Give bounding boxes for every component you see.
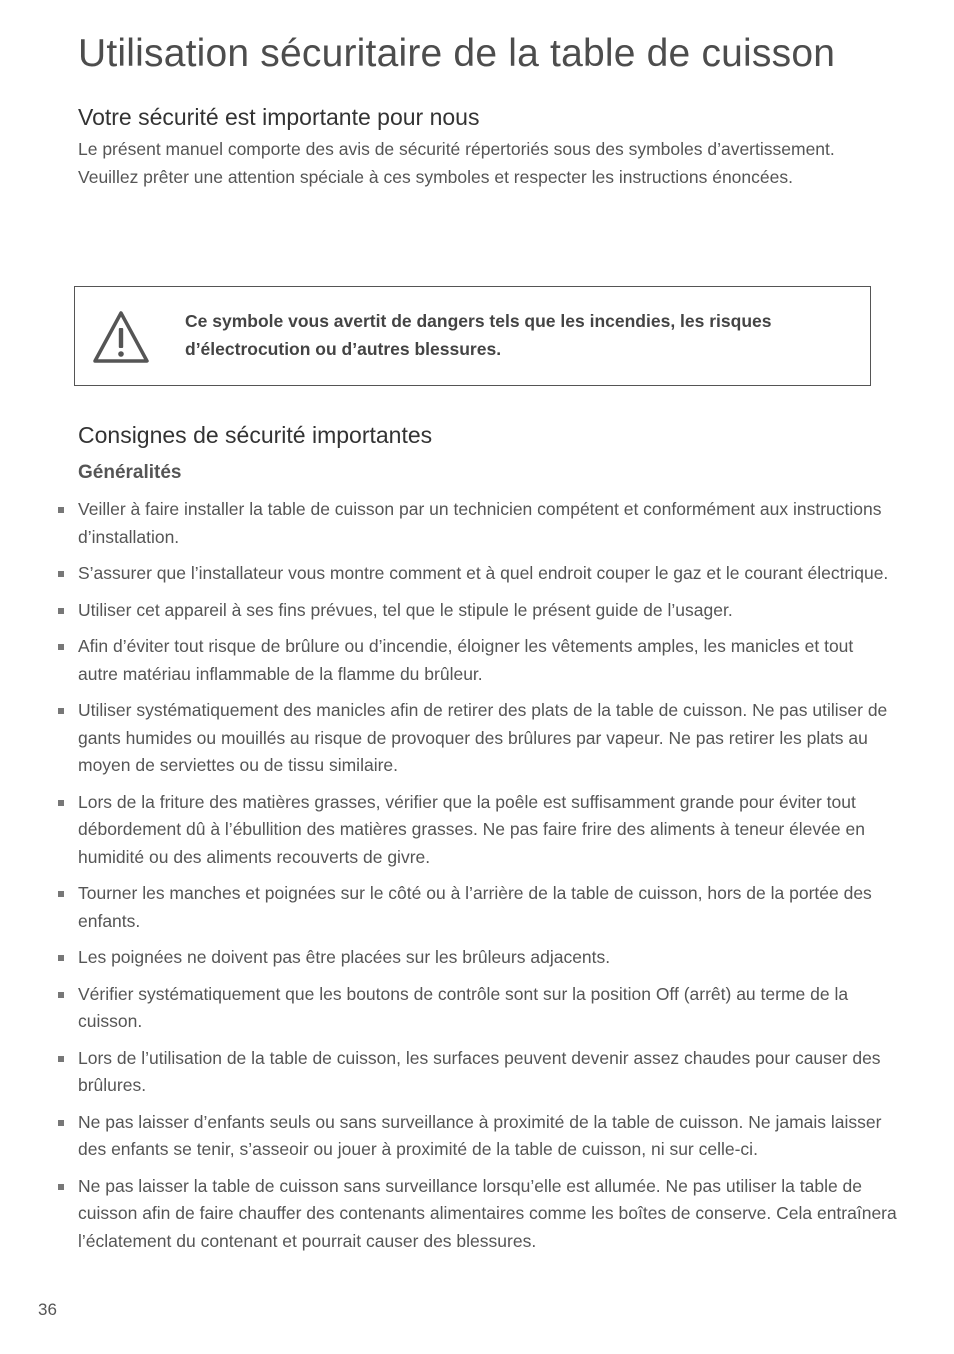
bullet-square-icon bbox=[58, 644, 64, 650]
list-item bbox=[78, 1109, 898, 1164]
list-item-text: Les poignées ne doivent pas être placées sur les brûleurs adjacents. bbox=[78, 947, 611, 967]
instructions-heading: Consignes de sécurité importantes bbox=[78, 422, 433, 448]
warning-line: d’électrocution ou d’autres blessures. bbox=[185, 339, 502, 359]
list-item-text: Veiller à faire installer la table de cuisson par un technicien compétent et conformément aux instructions d’installation. bbox=[78, 499, 882, 547]
intro-line: Veuillez prêter une attention spéciale à ces symboles et respecter les instructions énoncées. bbox=[78, 167, 793, 187]
list-item bbox=[78, 880, 898, 935]
list-item-text: Ne pas laisser la table de cuisson sans surveillance lorsqu’elle est allumée. Ne pas utiliser la table de cuisson afin de faire chauffer des contenants alimentaires comme les boîtes de conserve. Cela entraînera l’éclatement du contenant et pourrait causer des blessures. bbox=[78, 1175, 897, 1251]
list-item bbox=[78, 697, 898, 780]
list-item bbox=[78, 1173, 898, 1256]
warning-line: Ce symbole vous avertit de dangers tels que les incendies, les risques bbox=[185, 311, 772, 331]
list-item bbox=[78, 1045, 898, 1100]
bullet-square-icon bbox=[58, 1056, 64, 1062]
bullet-square-icon bbox=[58, 571, 64, 577]
bullet-square-icon bbox=[58, 708, 64, 714]
list-item bbox=[78, 560, 898, 588]
list-item-text: Vérifier systématiquement que les boutons de contrôle sont sur la position Off (arrêt) au terme de la cuisson. bbox=[78, 983, 849, 1031]
bullet-square-icon bbox=[58, 608, 64, 614]
bullet-square-icon bbox=[58, 1184, 64, 1190]
warning-text bbox=[185, 307, 845, 363]
bullet-square-icon bbox=[58, 992, 64, 998]
page-number: 36 bbox=[38, 1300, 57, 1319]
list-item-text: Lors de l’utilisation de la table de cuisson, les surfaces peuvent devenir assez chaudes pour causer des brûlures. bbox=[78, 1047, 881, 1095]
bullet-square-icon bbox=[58, 1120, 64, 1126]
list-item bbox=[78, 944, 898, 972]
list-item-text: S’assurer que l’installateur vous montre comment et à quel endroit couper le gaz et le courant électrique. bbox=[78, 563, 889, 583]
list-item bbox=[78, 496, 898, 551]
bullet-square-icon bbox=[58, 891, 64, 897]
list-item-text: Lors de la friture des matières grasses, vérifier que la poêle est suffisamment grande pour éviter tout débordement dû à l’ébullition des matières grasses. Ne pas faire frire des aliments à teneur élevée en humidité ou des aliments recouverts de givre. bbox=[78, 791, 865, 867]
list-item-text: Utiliser systématiquement des manicles afin de retirer des plats de la table de cuisson. Ne pas utiliser de gants humides ou mouillés au risque de provoquer des brûlures par vapeur. Ne pas retirer les plats au moyen de serviettes ou de tissu similaire. bbox=[78, 700, 888, 775]
bullet-square-icon bbox=[58, 507, 64, 513]
list-item-text: Utiliser cet appareil à ses fins prévues, tel que le stipule le présent guide de l’usager. bbox=[78, 599, 733, 620]
list-item bbox=[78, 597, 898, 625]
intro-line: Le présent manuel comporte des avis de sécurité répertoriés sous des symboles d’avertissement. bbox=[78, 139, 835, 159]
list-item-text: Tourner les manches et poignées sur le côté ou à l’arrière de la table de cuisson, hors de la portée des enfants. bbox=[78, 883, 872, 931]
bullet-square-icon bbox=[58, 955, 64, 961]
list-item-text: Afin d’éviter tout risque de brûlure ou d’incendie, éloigner les vêtements amples, les manicles et tout autre matériau inflammable de la flamme du brûleur. bbox=[78, 636, 854, 684]
safety-heading: Votre sécurité est importante pour nous bbox=[78, 104, 480, 130]
list-item bbox=[78, 981, 898, 1036]
list-item-text: Ne pas laisser d’enfants seuls ou sans surveillance à proximité de la table de cuisson. Ne jamais laisser des enfants se tenir, s’asseoir ou jouer à proximité de la table de cuisson, ni sur celle-ci. bbox=[78, 1111, 882, 1159]
warning-box bbox=[74, 286, 871, 386]
page-title: Utilisation sécuritaire de la table de cuisson bbox=[78, 32, 836, 75]
safety-intro bbox=[78, 135, 908, 191]
list-item bbox=[78, 789, 898, 872]
bullet-square-icon bbox=[58, 800, 64, 806]
warning-triangle-icon bbox=[91, 309, 151, 370]
safety-instructions-list bbox=[78, 496, 898, 1264]
general-subheading: Généralités bbox=[78, 462, 182, 483]
list-item bbox=[78, 633, 898, 688]
